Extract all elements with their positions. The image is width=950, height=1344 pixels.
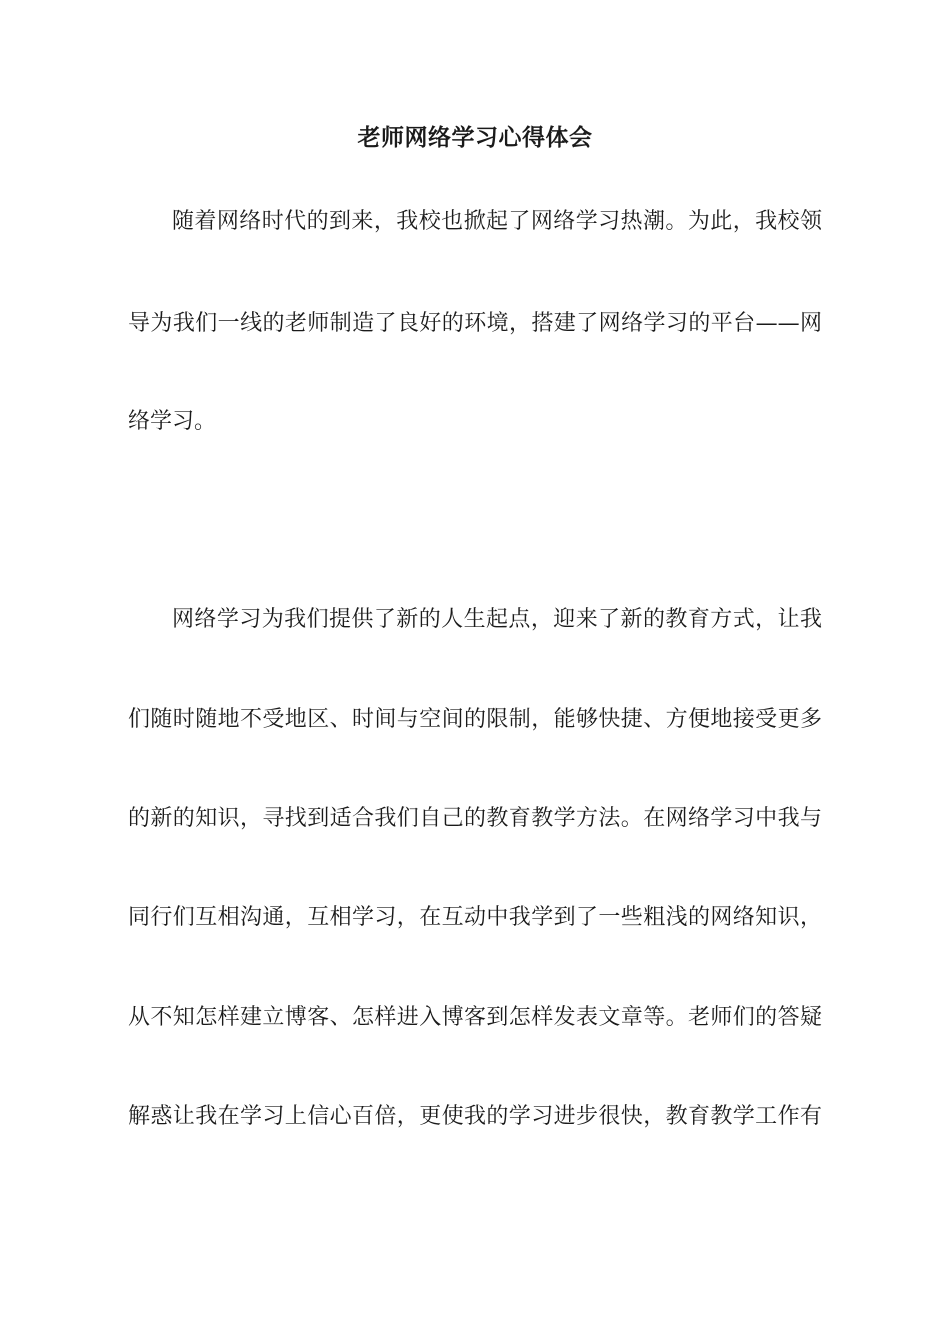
paragraph-line: 随着网络时代的到来，我校也掀起了网络学习热潮。为此，我校领 bbox=[172, 209, 822, 234]
paragraph-line: 导为我们一线的老师制造了良好的环境，搭建了网络学习的平台——网 bbox=[128, 311, 822, 336]
paragraph-line: 同行们互相沟通，互相学习，在互动中我学到了一些粗浅的网络知识， bbox=[128, 905, 822, 930]
paragraph-line: 从不知怎样建立博客、怎样进入博客到怎样发表文章等。老师们的答疑 bbox=[128, 1005, 822, 1030]
paragraph-line: 解惑让我在学习上信心百倍，更使我的学习进步很快，教育教学工作有 bbox=[128, 1104, 822, 1129]
document-title: 老师网络学习心得体会 bbox=[357, 125, 593, 151]
paragraph-line: 络学习。 bbox=[128, 409, 217, 434]
paragraph-line: 网络学习为我们提供了新的人生起点，迎来了新的教育方式，让我 bbox=[172, 607, 822, 632]
paragraph-line: 们随时随地不受地区、时间与空间的限制，能够快捷、方便地接受更多 bbox=[128, 707, 822, 732]
paragraph-line: 的新的知识，寻找到适合我们自己的教育教学方法。在网络学习中我与 bbox=[128, 806, 822, 831]
